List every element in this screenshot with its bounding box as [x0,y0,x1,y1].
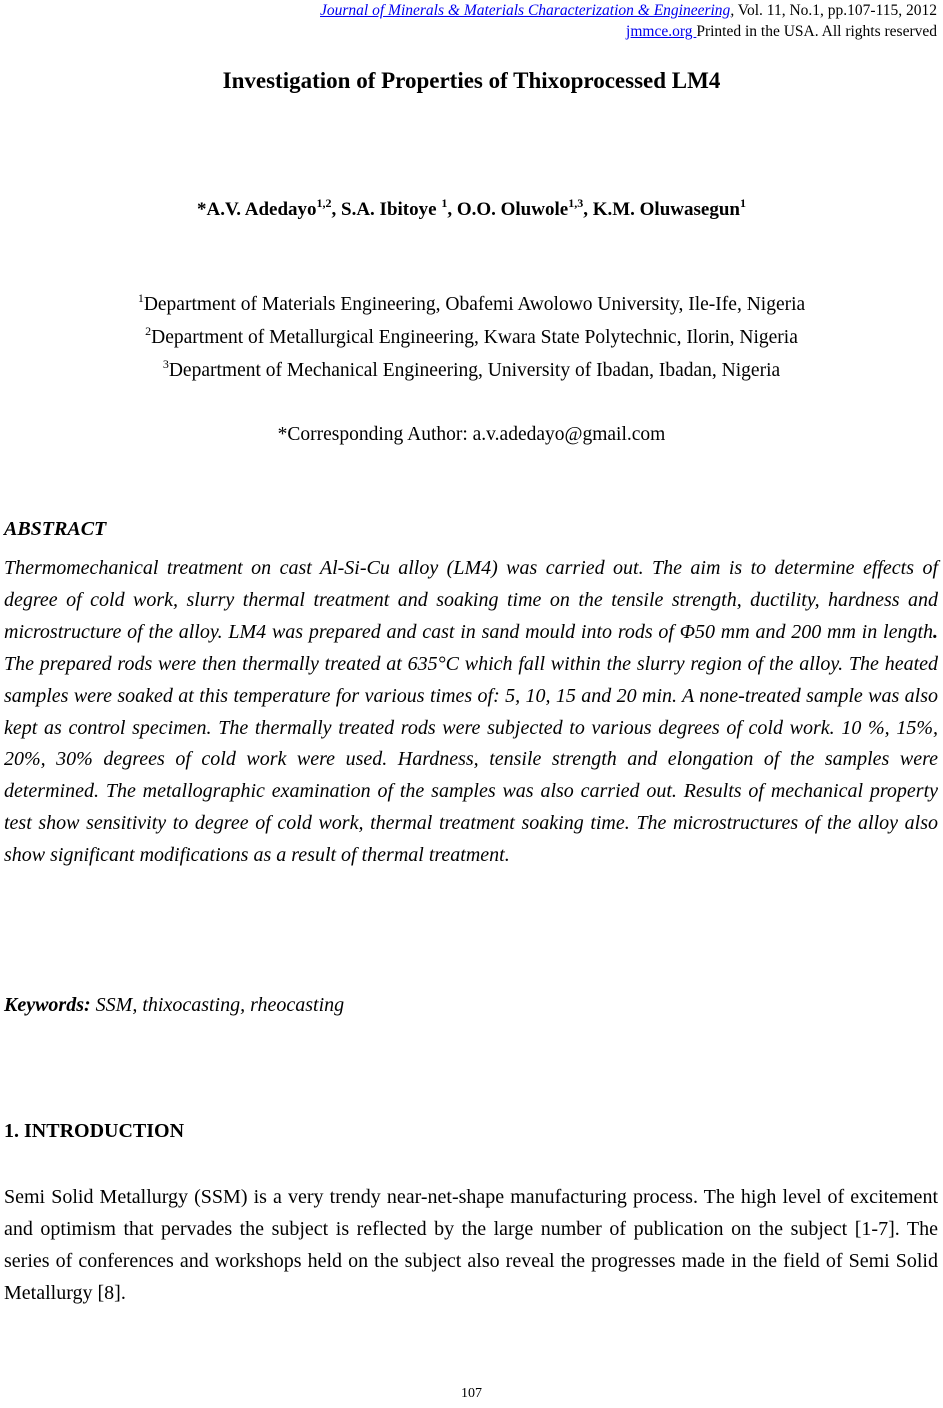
abstract-text-part-1: Thermomechanical treatment on cast Al-Si-Cu alloy (LM4) was carried out. The aim is to determine effects of degree of cold work, slurry thermal treatment and soaking time on the tensile strength, ductility, hardness and microstructure of the alloy. LM4 was prepared and cast in sand mould into rods of Φ50 mm and 200 mm in length [4,557,938,643]
author-separator: , [331,199,342,220]
running-header [320,0,937,42]
keywords [4,994,344,1017]
page-number: 107 [461,1386,482,1401]
author-affiliation-mark: 1 [441,195,448,210]
journal-info: , Vol. 11, No.1, pp.107-115, 2012 [730,2,937,19]
author-separator: , [583,199,593,220]
affiliation-text: Department of Metallurgical Engineering, Kwara State Polytechnic, Ilorin, Nigeria [151,327,798,348]
affiliation-mark: 1 [137,290,144,305]
affiliation-mark: 3 [162,356,169,371]
author-separator: , [447,199,457,220]
affiliation-3 [0,356,943,382]
author-name: O.O. Oluwole [456,199,569,220]
author-affiliation-mark: 1,2 [316,195,332,210]
site-link[interactable]: jmmce.org [626,23,697,40]
keywords-label: Keywords: [4,994,91,1016]
affiliation-text: Department of Mechanical Engineering, University of Ibadan, Ibadan, Nigeria [168,360,781,381]
header-line-2 [320,21,937,42]
introduction-body: Semi Solid Metallurgy (SSM) is a very trendy near-net-shape manufacturing process. The high level of excitement and optimism that pervades the subject is reflected by the large number of publication on the subject [1-7]. The series of conferences and workshops held on the subject also reveal the progresses made in the field of Semi Solid Metallurgy [8]. [4,1186,938,1304]
affiliation-mark: 2 [145,323,152,338]
keywords-text: SSM, thixocasting, rheocasting [90,994,345,1016]
header-line-1 [320,0,937,21]
author-name: S.A. Ibitoye [341,199,442,220]
journal-link[interactable]: Journal of Minerals & Materials Characterization & Engineering [320,2,731,19]
author-list [0,195,943,221]
affiliation-text: Department of Materials Engineering, Obafemi Awolowo University, Ile-Ife, Nigeria [143,294,806,315]
paper-title: Investigation of Properties of Thixoprocessed LM4 [222,68,721,93]
author-affiliation-mark: 1 [739,195,746,210]
abstract-text-part-2: The prepared rods were then thermally treated at 635°C which fall within the slurry region of the alloy. The heated samples were soaked at this temperature for various times of: 5, 10, 15 and 20 min. A none-treated sample was also kept as control specimen. The thermally treated rods were subjected to various degrees of cold work. 10 %, 15%, 20%, 30% degrees of cold work were used. Hardness, tensile strength and elongation of the samples were determined. The metallographic examination of the samples was also carried out. Results of mechanical property test show sensitivity to degree of cold work, thermal treatment soaking time. The microstructures of the alloy also show significant modifications as a result of thermal treatment. [4,652,938,867]
abstract-heading: ABSTRACT [4,518,107,540]
affiliation-1 [0,290,943,316]
corresponding-author: *Corresponding Author: a.v.adedayo@gmail.com [277,424,666,445]
author-name: *A.V. Adedayo [197,199,317,220]
author-name: K.M. Oluwasegun [592,199,740,220]
introduction-heading: 1. INTRODUCTION [4,1120,185,1142]
affiliation-2 [0,323,943,349]
abstract-bold-period: . [933,620,938,643]
author-affiliation-mark: 1,3 [568,195,584,210]
rights-notice: Printed in the USA. All rights reserved [696,23,937,40]
abstract-body [4,553,938,872]
